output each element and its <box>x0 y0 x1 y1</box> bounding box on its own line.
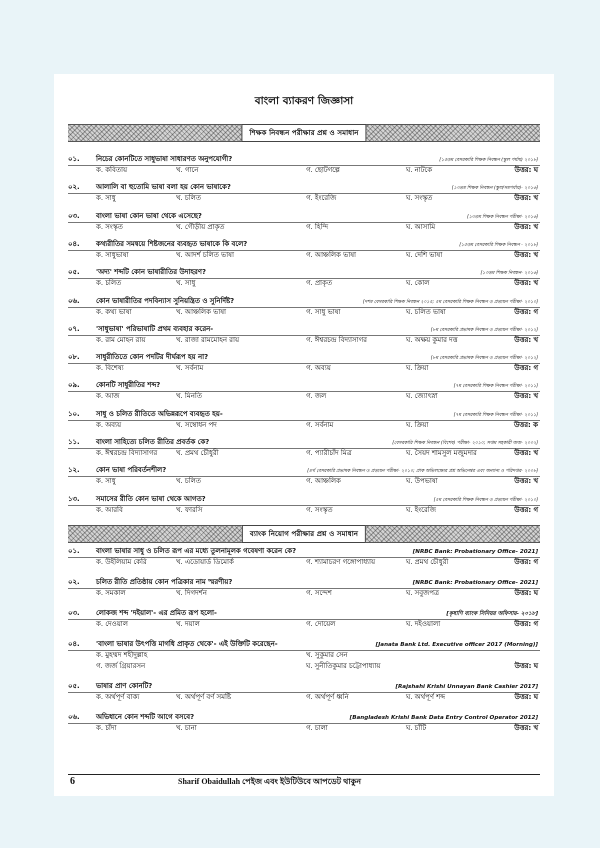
option-d: ঘ. প্রমথ চৌধুরী <box>406 558 449 566</box>
question-number: ১২. <box>68 466 80 475</box>
question-number: ০৮. <box>68 353 80 362</box>
answer: উত্তর: খ <box>514 477 538 486</box>
options-line <box>68 650 540 661</box>
option-d: ঘ. সংস্কৃত <box>406 194 433 203</box>
option-a: ক. মুহম্মদ শহীদুল্লাহ <box>96 651 148 659</box>
question-number: ০৩. <box>68 609 80 617</box>
option-a: ক. সাধু <box>96 477 116 486</box>
options-line <box>68 363 540 374</box>
options-line <box>68 448 540 459</box>
question-number: ১৩. <box>68 494 80 503</box>
option-b: খ. দিগদর্শন <box>176 589 207 597</box>
option-c: গ. সর্বনাম <box>306 420 334 429</box>
question-item <box>68 546 540 568</box>
option-d: ঘ. ক্রিয়া <box>406 364 429 373</box>
question-number: ০৬. <box>68 713 80 721</box>
section-banner-teacher <box>68 124 540 142</box>
option-c: গ. প্যারীচাঁদ মিত্র <box>306 449 352 457</box>
question-number: ০৯. <box>68 381 80 390</box>
question-source: [NRBC Bank: Probationary Office- 2021] <box>412 580 538 586</box>
answer: উত্তর: ঘ <box>514 662 538 670</box>
option-a: ক. কবিতায় <box>96 166 128 174</box>
question-item <box>68 352 540 374</box>
page-number: 6 <box>70 776 75 787</box>
question-source: [১৩তম শিক্ষক নিবন্ধন- ২০১৬] <box>480 271 538 277</box>
question-number: ১১. <box>68 438 80 446</box>
answer: উত্তর: খ <box>514 392 538 401</box>
option-d: ঘ. সুনীতিকুমার চট্টোপাধ্যায় <box>306 662 381 670</box>
question-number: ০১. <box>68 155 80 163</box>
question-item <box>68 296 540 318</box>
question-source: [১৩তম শিক্ষক নিবন্ধন পরীক্ষা- ২০১৬] <box>467 214 538 220</box>
option-b: খ. প্রমথ চৌধুরী <box>176 449 219 457</box>
option-a: ক. সমকাল <box>96 589 126 597</box>
options-line <box>68 723 540 734</box>
options-line <box>68 692 540 703</box>
option-a: ক. অর্থপূর্ণ বাক্য <box>96 693 140 701</box>
question-item <box>68 712 540 734</box>
options-line <box>68 557 540 568</box>
option-c: গ. ইংরেজি <box>306 194 337 203</box>
question-number: ০৩. <box>68 211 80 220</box>
option-c: গ. আঞ্চলিক <box>306 477 341 486</box>
options-line <box>68 278 540 289</box>
question-source: [Rajshahi Krishi Unnayan Bank Cashier 2017] <box>395 684 538 690</box>
section-banner-bank <box>68 525 540 543</box>
question-text: কোনটি সাধুরীতির শব্দ? <box>96 381 161 390</box>
question-item <box>68 639 540 672</box>
option-d: ঘ. জ্যোৎস্না <box>406 392 438 401</box>
option-b: খ. রাজা রামমোহন রায় <box>176 335 240 344</box>
option-a: ক. সাধুভাষা <box>96 250 129 259</box>
question-number: ০২. <box>68 578 80 586</box>
answer: উত্তর: গ <box>514 558 538 566</box>
options-line <box>68 193 540 204</box>
options-line <box>68 661 540 672</box>
question-item <box>68 211 540 233</box>
document-page <box>54 74 554 796</box>
option-d: ঘ. দেশি ভাষা <box>406 250 443 259</box>
question-source: [১৫তম বেসরকারি শিক্ষক নিবন্ধন - ২০১৮] <box>459 242 538 248</box>
option-a: ক. উইলিয়াম কেরি <box>96 558 147 566</box>
question-number: ০৫. <box>68 682 80 690</box>
answer: উত্তর: ঘ <box>514 693 538 701</box>
option-b: খ. চলিত <box>176 194 201 203</box>
option-a: ক. অব্যয় <box>96 420 122 429</box>
option-b: খ. দয়াল <box>176 620 200 628</box>
options-line <box>68 165 540 176</box>
option-d: ঘ. চলিত ভাষা <box>406 307 446 316</box>
question-source: [৪র্থ বেসরকারি প্রভাষক নিবন্ধন ও প্রত্যয়ন পরীক্ষা- ২০১০; প্রাক অভিলক্ষ্যের প্রশ্ন অভিনেশ্বর এবং অন্যান্য ও পরিদপ্তর- ২০০৮] <box>307 469 538 475</box>
question-text: 'বাংলা ভাষার উৎপত্তি মাগধি প্রাকৃত থেকে'- এই উক্তিটি করেছেন- <box>96 640 278 648</box>
answer: উত্তর: খ <box>514 724 538 732</box>
options-line <box>68 619 540 630</box>
option-d: ঘ. অক্ষয় কুমার দত্ত <box>406 335 458 344</box>
option-b: খ. ফারসি <box>176 505 203 514</box>
option-d: ঘ. সৈয়দ শামসুল মজুমদার <box>406 449 477 457</box>
question-number: ০১. <box>68 547 80 555</box>
question-text: বাংলা ভাষার সাধু ও চলিত রূপ এর মধ্যে তুলনামূলক গবেষণা করেন কে? <box>96 547 297 555</box>
options-line <box>68 307 540 318</box>
option-c: গ. ঈশ্বরচন্দ্র বিদ্যাসাগর <box>306 335 367 344</box>
option-b: খ. অর্থপূর্ণ বর্ণ সমষ্টি <box>176 693 232 701</box>
option-d: ঘ. সবুজপত্র <box>406 589 439 597</box>
option-b: খ. মিনতি <box>176 392 202 401</box>
answer: উত্তর: খ <box>514 250 538 259</box>
option-b: খ. সুকুমার সেন <box>306 651 348 659</box>
answer: উত্তর: খ <box>514 222 538 231</box>
question-item <box>68 267 540 289</box>
question-text: লোকজ শব্দ 'দইয়াল'- এর প্রমিত রূপ হলো- <box>96 609 217 617</box>
options-line <box>68 420 540 431</box>
option-b: খ. গানে <box>176 166 199 174</box>
question-text: 'অদ্য' শব্দটি কোন ভাষারীতির উদাহরণ? <box>96 268 206 277</box>
question-source: [৭ম বেসরকারি শিক্ষক নিবন্ধন পরীক্ষা- ২০১১] <box>453 412 538 418</box>
question-text: কথ্যরীতির সমন্বয়ে শিষ্টজনের ব্যবহৃত ভাষাকে কি বলে? <box>96 239 248 248</box>
question-source: [কৃষাণি ব্যাংক সিনিয়র অফিসার- ২০১৮] <box>446 611 538 617</box>
option-d: ঘ. ক্রিয়া <box>406 420 429 429</box>
option-c: গ. প্রাকৃত <box>306 279 333 288</box>
options-line <box>68 476 540 487</box>
options-line <box>68 222 540 233</box>
option-c: গ. সন্দেশ <box>306 589 332 597</box>
section-label: ব্যাংক নিয়োগ পরীক্ষার প্রশ্ন ও সমাধান <box>242 525 366 543</box>
question-text: নিচের কোনটিতে সাধুভাষা সাধারণত অনুপযোগী? <box>96 155 233 163</box>
option-c: গ. আঞ্চলিক ভাষা <box>306 250 357 259</box>
option-a: ক. সংস্কৃত <box>96 222 123 231</box>
page-footer <box>68 774 540 789</box>
option-c: গ. অব্যয় <box>306 364 331 373</box>
question-text: বাংলা ভাষা কোন ভাষা থেকে এসেছে? <box>96 211 202 220</box>
question-source: [দশম বেসরকারি শিক্ষক নিবন্ধন ২০১৫; ৫ম বেসরকারি শিক্ষক নিবন্ধন ও প্রত্যয়ন পরীক্ষা- ২০১০] <box>362 299 538 305</box>
answer: উত্তর: ক <box>513 420 538 429</box>
option-b: খ. আদর্শ চলিত ভাষা <box>176 250 234 259</box>
question-text: চলিত রীতি প্রতিষ্ঠায় কোন পত্রিকার নাম স্মরণীয়? <box>96 578 233 586</box>
option-c: গ. সাধু ভাষা <box>306 307 341 316</box>
option-c: গ. শ্যামাচরণ গঙ্গোপাধ্যায় <box>306 558 376 566</box>
option-c: গ. সংস্কৃত <box>306 505 333 514</box>
option-d: ঘ. অর্থপূর্ণ শব্দ <box>406 693 446 701</box>
option-d: ঘ. চাঁটি <box>406 724 427 732</box>
option-c: গ. চালা <box>306 724 328 732</box>
question-item <box>68 494 540 516</box>
question-source: [৭ম বেসরকারি শিক্ষক নিবন্ধন পরীক্ষা- ২০১১] <box>453 384 538 390</box>
option-a: ক. ঈশ্বরচন্দ্র বিদ্যাসাগর <box>96 449 158 457</box>
question-item <box>68 577 540 599</box>
question-source: [১৩তম শিক্ষক নিবন্ধন (স্কুল/সমপর্যায়)- ২০১৬] <box>451 186 538 192</box>
question-number: ০৭. <box>68 324 80 333</box>
question-text: সমাসের রীতি কোন ভাষা থেকে আগত? <box>96 494 206 503</box>
question-source: [NRBC Bank: Probationary Office- 2021] <box>412 549 538 555</box>
option-b: খ. আঞ্চলিক ভাষা <box>176 307 227 316</box>
option-a: ক. বিশেষ্য <box>96 364 124 373</box>
answer: উত্তর: ঘ <box>514 166 538 174</box>
question-source: [৮ম বেসরকারি প্রভাষক নিবন্ধন ও প্রত্যয়ন পরীক্ষা- ২০১২] <box>430 356 538 362</box>
option-b: খ. গৌড়ীয় প্রাকৃত <box>176 222 225 231</box>
question-number: ০৬. <box>68 296 80 305</box>
option-d: ঘ. কোল <box>406 279 430 288</box>
question-source: [Janata Bank Ltd. Executive officer 2017 (Morning)] <box>375 642 538 648</box>
option-b: খ. এডোয়ার্ড ডিমোর্ক <box>176 558 234 566</box>
question-item <box>68 182 540 204</box>
question-source: [বেসরকারি শিক্ষক নিবন্ধন (বিশেষ) পরীক্ষা- ২০১০; সপ্তম সহকারী জজ- ২০০২] <box>392 441 538 446</box>
option-d: ঘ. নাটকে <box>406 166 433 174</box>
question-source: [৫ম বেসরকারি শিক্ষক নিবন্ধন ও প্রত্যয়ন পরীক্ষা- ২০১০] <box>433 497 538 503</box>
options-line <box>68 505 540 516</box>
option-d: ঘ. ইংরেজি <box>406 505 436 514</box>
question-number: ০৪. <box>68 640 80 648</box>
question-number: ১০. <box>68 409 80 418</box>
option-a: ক. কথ্য ভাষা <box>96 307 132 316</box>
question-text: সাধু ও চলিত রীতিতে অভিন্নরূপে ব্যবহৃত হয়- <box>96 409 223 418</box>
answer: উত্তর: গ <box>514 505 538 514</box>
answer: উত্তর: খ <box>514 449 538 457</box>
question-text: কোন ভাষারীতির পদবিন্যাস সুনিয়ন্ত্রিত ও সুনির্দিষ্ট? <box>96 296 235 305</box>
option-c: গ. জর্জ গ্রিয়ারসন <box>96 662 146 670</box>
question-text: অভিধানে কোন শব্দটি আগে বসবে? <box>96 713 195 721</box>
answer: উত্তর: গ <box>514 620 538 628</box>
options-line <box>68 250 540 261</box>
options-line <box>68 588 540 599</box>
options-line <box>68 335 540 346</box>
answer: উত্তর: খ <box>514 279 538 288</box>
question-text: 'সাধুভাষা' পরিভাষাটি প্রথম ব্যবহার করেন- <box>96 324 214 333</box>
option-c: গ. ছোটগল্পে <box>306 166 340 174</box>
question-item <box>68 380 540 402</box>
answer: উত্তর: খ <box>514 194 538 203</box>
question-text: কোন ভাষা পরিবর্তনশীল? <box>96 466 167 475</box>
question-source: [১৫তম বেসরকারি শিক্ষক নিবন্ধন (স্কুল পর্যায়) ২০১৮] <box>439 158 538 163</box>
answer: উত্তর: খ <box>514 335 538 344</box>
question-item <box>68 409 540 431</box>
option-c: গ. দোয়েল <box>306 620 336 628</box>
footer-text: Sharif Obaidullah পেইজ এবং ইউটিউবে আপডেট থাকুন <box>178 777 362 786</box>
question-item <box>68 681 540 703</box>
question-source: [৮ম বেসরকারি প্রভাষক নিবন্ধন ও প্রত্যয়ন পরীক্ষা- ২০১২] <box>430 327 538 333</box>
question-text: বাংলা সাহিত্যে চলিত রীতির প্রবর্তক কে? <box>96 438 210 446</box>
option-d: ঘ. দইওয়ালা <box>406 620 441 628</box>
question-number: ০২. <box>68 183 80 192</box>
option-d: ঘ. আসামি <box>406 222 436 231</box>
question-item <box>68 608 540 630</box>
question-number: ০৪. <box>68 239 80 248</box>
option-b: খ. চানা <box>176 724 197 732</box>
question-source: [Bangladesh Krishi Bank Data Entry Control Operator 2012] <box>349 715 538 721</box>
option-c: গ. অর্থপূর্ণ ধ্বনি <box>306 693 349 701</box>
option-c: গ. হিন্দি <box>306 222 328 231</box>
question-item <box>68 465 540 487</box>
question-text: ভাষার প্রাণ কোনটি? <box>96 682 153 690</box>
answer: উত্তর: গ <box>514 364 538 373</box>
option-a: ক. রাম মোহন রায় <box>96 335 146 344</box>
option-b: খ. সাধু <box>176 279 196 288</box>
option-a: ক. আজ <box>96 392 120 401</box>
option-a: ক. চাঁদা <box>96 724 117 732</box>
option-b: খ. চলিত <box>176 477 201 486</box>
question-item <box>68 239 540 261</box>
question-number: ০৫. <box>68 268 80 277</box>
answer: উত্তর: ঘ <box>514 589 538 597</box>
options-line <box>68 391 540 402</box>
page-title: বাংলা ব্যাকরণ জিজ্ঞাসা <box>254 95 354 107</box>
option-a: ক. চলিত <box>96 279 122 288</box>
question-item <box>68 437 540 459</box>
option-d: ঘ. উপভাষা <box>406 477 438 486</box>
option-a: ক. সাধু <box>96 194 116 203</box>
question-item <box>68 324 540 346</box>
question-text: আলালি বা হুতোমি ভাষা বলা হয় কোন ভাষাকে? <box>96 183 231 192</box>
question-item <box>68 154 540 176</box>
option-a: ক. আরবি <box>96 505 123 514</box>
option-c: গ. জল <box>306 392 327 401</box>
option-b: খ. সর্বনাম <box>176 364 204 373</box>
question-text: সাধুরীতিতে কোন পদটির দীর্ঘরূপ হয় না? <box>96 353 209 362</box>
answer: উত্তর: গ <box>514 307 538 316</box>
section-label: শিক্ষক নিবন্ধন পরীক্ষার প্রশ্ন ও সমাধান <box>241 124 366 142</box>
option-a: ক. দেওয়াল <box>96 620 128 628</box>
option-b: খ. সম্বোধন পদ <box>176 420 217 429</box>
